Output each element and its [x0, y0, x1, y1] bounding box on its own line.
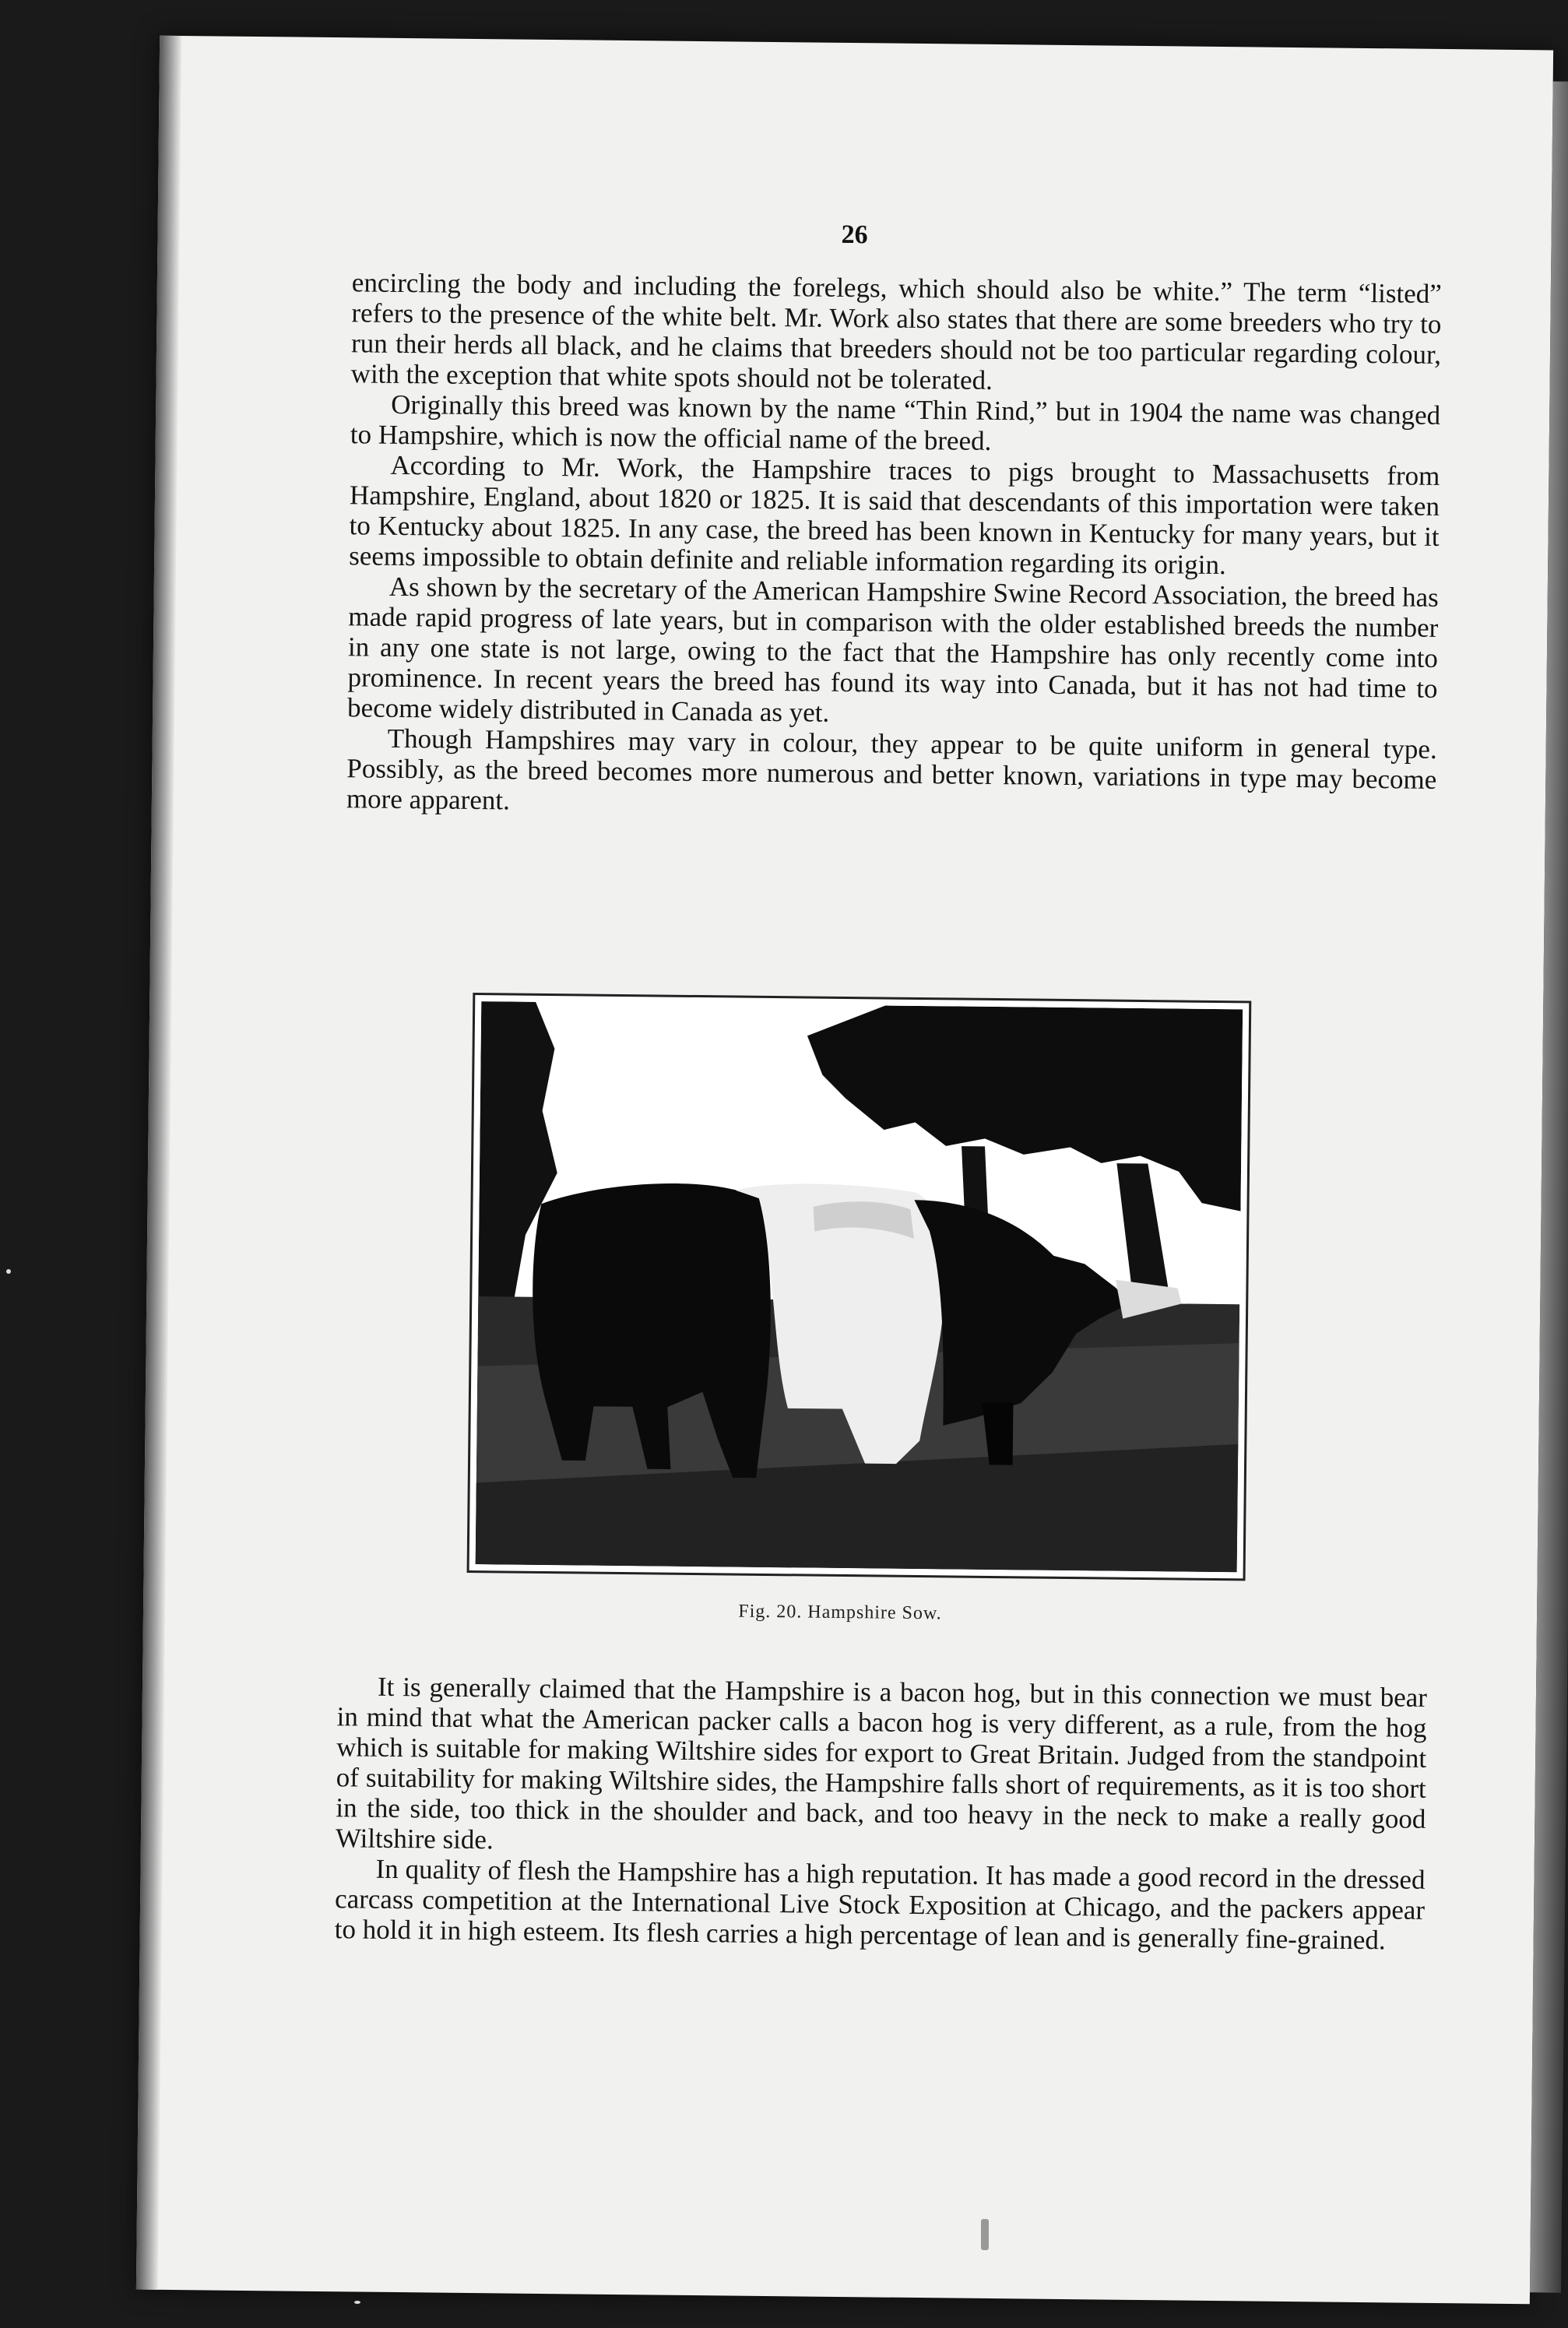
paragraph: It is generally claimed that the Hampshire is a bacon hog, but in this connection we must bear in mind that what the American packer calls a bacon hog is very different, as a rule, from the hog which is suitable for making Wiltshire sides for export to Great Britain. Judged from the standpoint of suitability for making Wiltshire sides, the Hampshire falls short of requirements, as it is too short in the side, too thick in the shoulder and back, and too heavy in the neck to make a really good Wiltshire side.	[335, 1671, 1428, 1855]
scan-artifact	[981, 2219, 989, 2250]
text-block-top	[346, 267, 1442, 825]
figure-photo-hampshire-sow	[467, 993, 1252, 1581]
paragraph: In quality of flesh the Hampshire has a high reputation. It has made a good record in the dressed carcass competition at the International Live Stock Exposition at Chicago, and the packers appear to hold it in high esteem. Its flesh carries a high percentage of lean and is generally fine-grained.	[334, 1853, 1426, 1956]
paragraph: Originally this breed was known by the name “Thin Rind,” but in 1904 the name was changed to Hampshire, which is now the official name of the breed.	[350, 389, 1441, 456]
scan-artifact	[6, 1269, 11, 1274]
book-page	[136, 36, 1553, 2305]
photo-illustration	[476, 1001, 1243, 1572]
page-number: 26	[841, 220, 868, 250]
paragraph: As shown by the secretary of the American Hampshire Swine Record Association, the breed has made rapid progress of late years, but in comparison with the older established breeds the number in any one state is not large, owing to the fact that the Hampshire has only recently come into prominence. In recent years the breed has found its way into Canada, but it has not had time to become widely distributed in Canada as yet.	[346, 571, 1439, 728]
scan-artifact	[354, 2301, 360, 2304]
paragraph: encircling the body and including the forelegs, which should also be white.” The term “listed” refers to the presence of the white belt. Mr. Work also states that there are some breeders who try to run their herds all black, and he claims that breeders should not be too particular regarding colour, with the exception that white spots should not be tolerated.	[350, 267, 1443, 396]
page-edge	[1530, 81, 1568, 2292]
paragraph: According to Mr. Work, the Hampshire traces to pigs brought to Massachusetts from Hampshire, England, about 1820 or 1825. It is said that descendants of this importation were taken to Kentucky about 1825. In any case, the breed has been known in Kentucky for many years, but it seems impossible to obtain definite and reliable information regarding its origin.	[349, 449, 1440, 581]
figure-caption: Fig. 20. Hampshire Sow.	[738, 1601, 942, 1624]
paragraph: Though Hampshires may vary in colour, they appear to be quite uniform in general type. Possibly, as the breed becomes more numerous and better known, variations in type may become more apparent.	[346, 723, 1437, 816]
text-block-bottom	[335, 1671, 1428, 1956]
page-spine	[136, 36, 181, 2290]
